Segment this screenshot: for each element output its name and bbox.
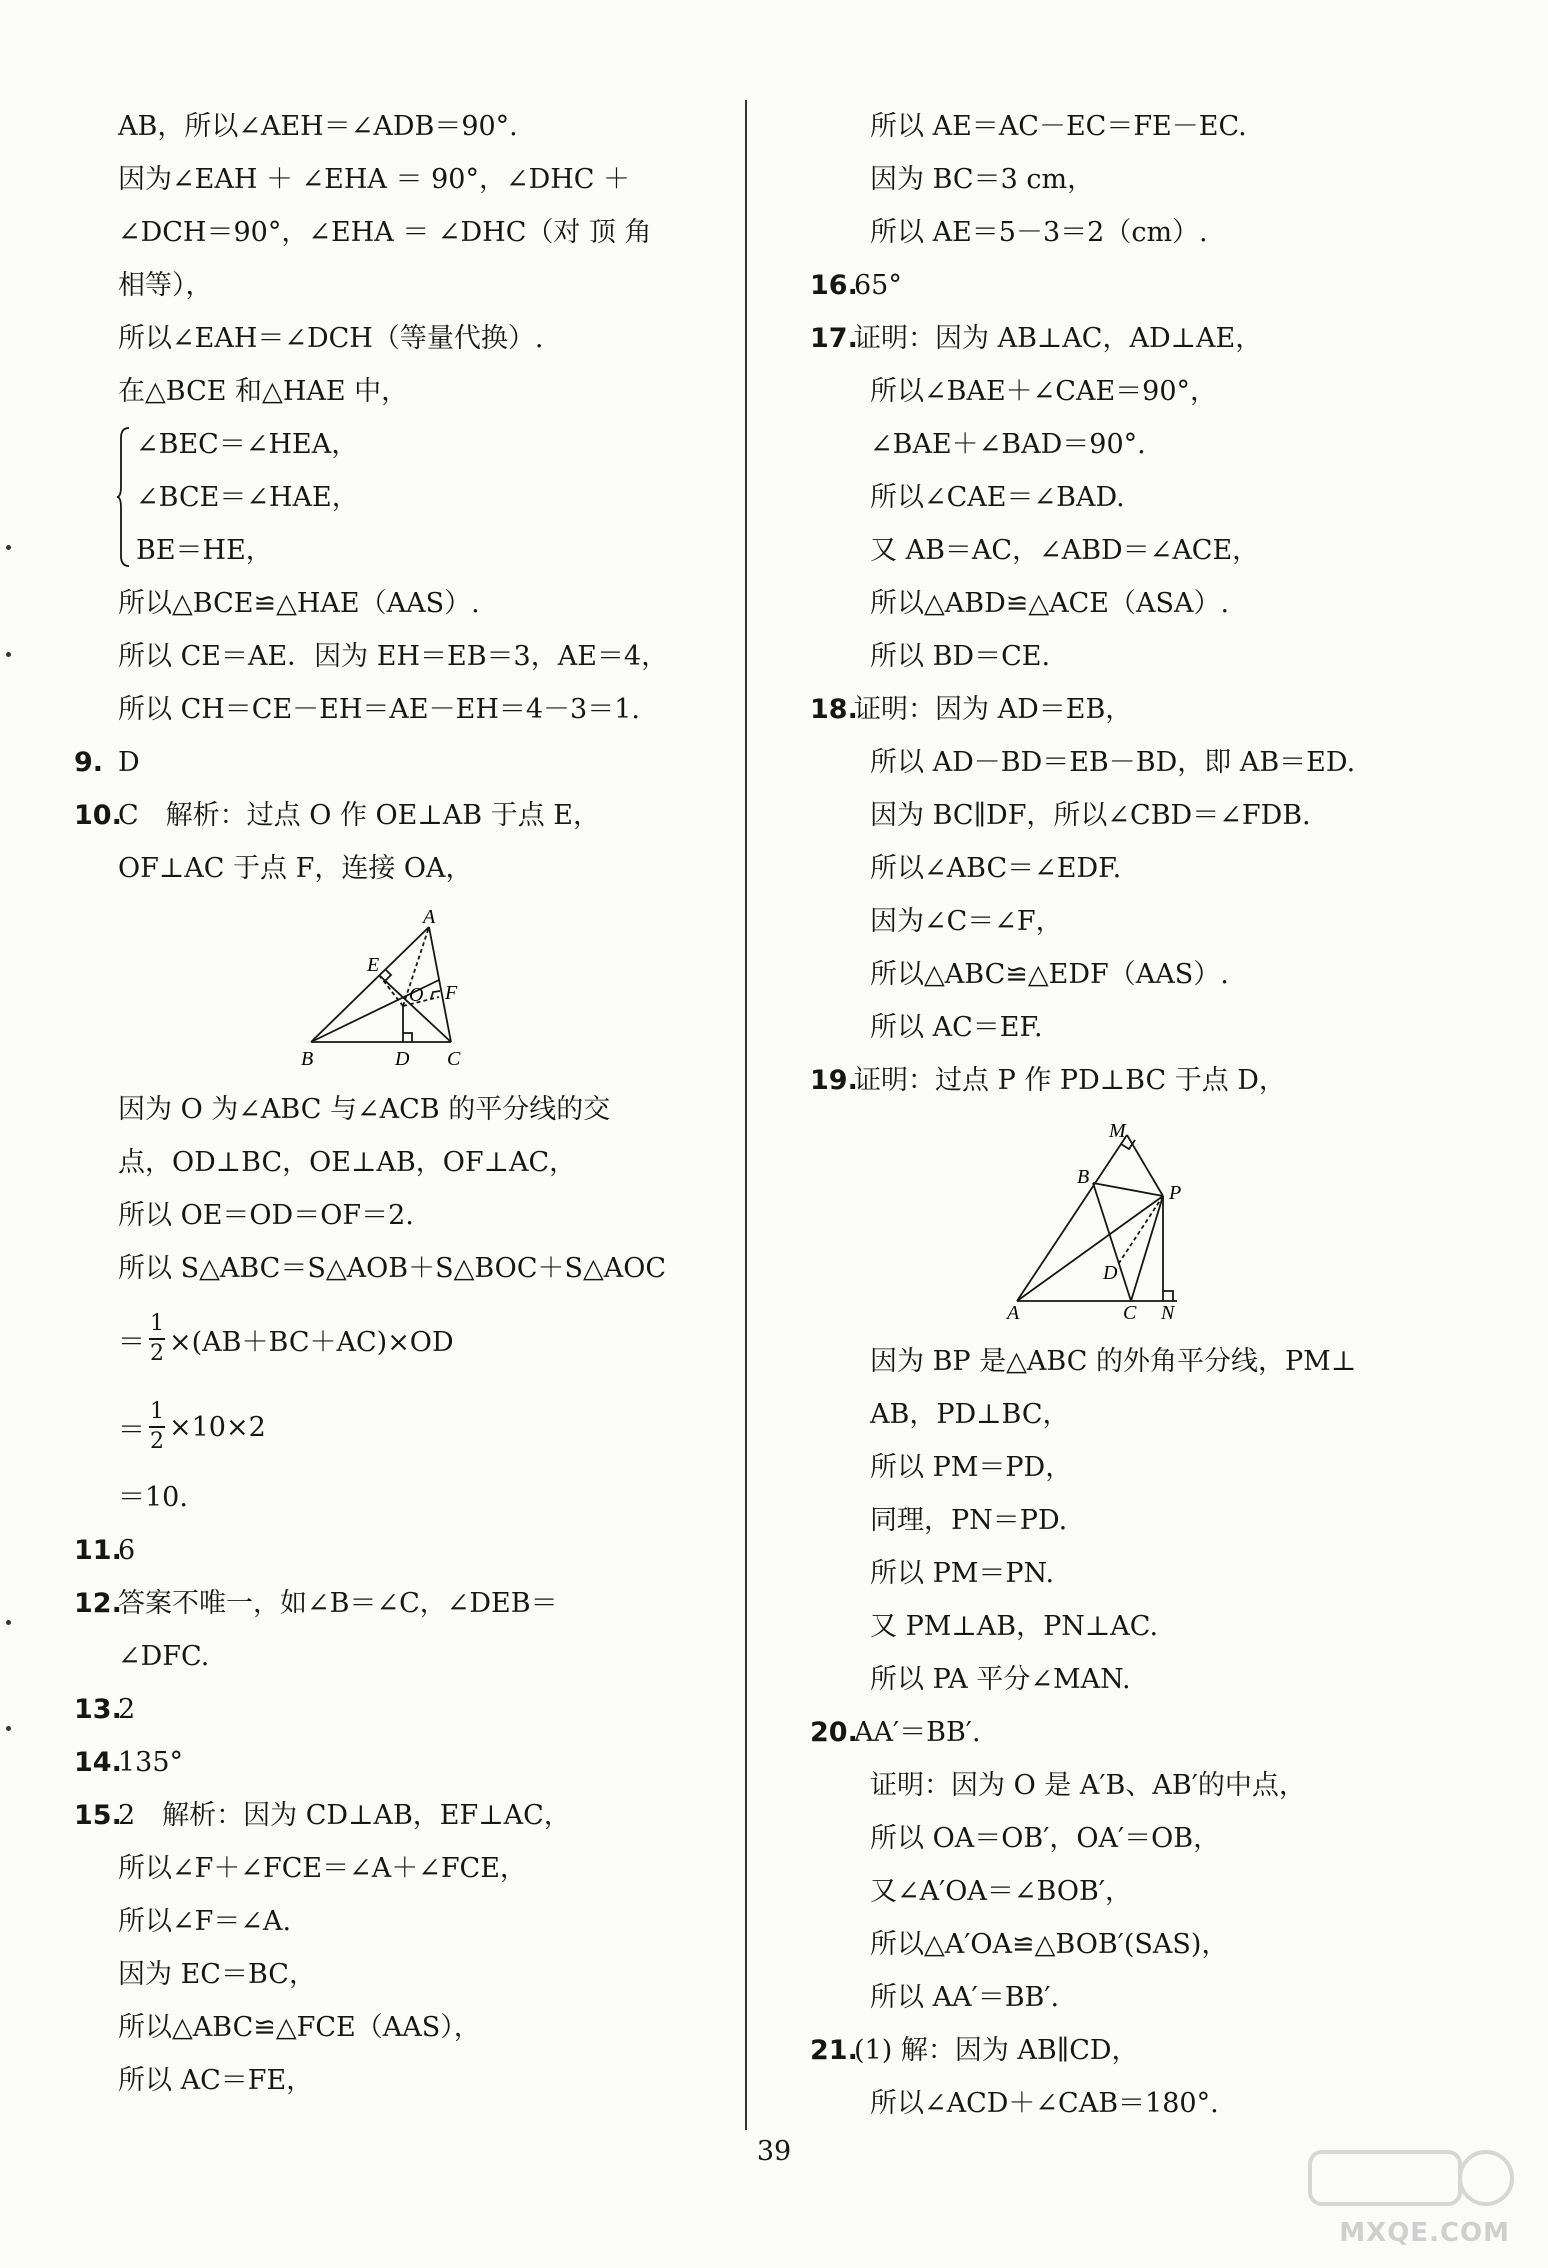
text-line: OF⊥AC 于点 F，连接 OA，	[118, 853, 473, 884]
text-line: 所以 AC＝EF.	[870, 1012, 1043, 1043]
question-number: 14.	[74, 1747, 122, 1778]
text-line: AB，所以∠AEH＝∠ADB＝90°.	[118, 111, 518, 142]
text-line: 相等），	[118, 270, 213, 301]
text-line: 所以∠F＋∠FCE＝∠A＋∠FCE，	[118, 1853, 527, 1884]
watermark-logo	[1300, 2146, 1520, 2256]
answer-13	[74, 1683, 714, 1736]
text-line: 因为∠EAH ＋ ∠EHA ＝ 90°，∠DHC ＋	[118, 164, 630, 195]
label-n: N	[1161, 1302, 1175, 1321]
label-m: M	[1109, 1121, 1126, 1142]
text-line: 所以 S△ABC＝S△AOB＋S△BOC＋S△AOC	[118, 1253, 667, 1284]
question-number: 20.	[810, 1717, 858, 1748]
label-a: A	[423, 909, 436, 928]
answer-15	[74, 1789, 714, 1842]
left-column	[74, 100, 714, 2107]
text-line: 所以∠ACD＋∠CAB＝180°.	[870, 2088, 1219, 2119]
margin-mark	[6, 545, 11, 550]
text-line: 点，OD⊥BC，OE⊥AB，OF⊥AC，	[118, 1147, 577, 1178]
question-number: 21.	[810, 2035, 858, 2066]
text-line: 所以 OE＝OD＝OF＝2.	[118, 1200, 414, 1231]
right-angle-d	[403, 1033, 412, 1042]
text-line: 同理，PN＝PD.	[870, 1505, 1068, 1536]
answer-text: 135°	[118, 1747, 184, 1778]
text-line: 在△BCE 和△HAE 中，	[118, 376, 409, 407]
text-line: 所以 PA 平分∠MAN.	[870, 1664, 1131, 1695]
text-line: ∠BEC＝∠HEA，	[136, 429, 359, 460]
fraction-one-half: $\frac{1}{2}$	[150, 1399, 164, 1454]
text-line: 所以△ABC≌△FCE（AAS），	[118, 2012, 481, 2043]
text-line: 所以 BD＝CE.	[870, 641, 1051, 672]
text-line: 所以 AD－BD＝EB－BD，即 AB＝ED.	[870, 747, 1356, 778]
label-e: E	[367, 954, 380, 976]
text-line: 所以∠BAE＋∠CAE＝90°，	[870, 376, 1218, 407]
answer-10	[74, 789, 714, 842]
text-line: 所以∠EAH＝∠DCH（等量代换）.	[118, 323, 544, 354]
label-c: C	[447, 1048, 461, 1069]
segment-bp	[1093, 1183, 1163, 1196]
label-o: O	[409, 984, 424, 1006]
answer-text: AA′＝BB′.	[854, 1717, 981, 1748]
text-line: ∠DFC.	[118, 1641, 210, 1672]
answer-18	[810, 683, 1500, 736]
label-a: A	[1007, 1302, 1020, 1321]
answer-21	[810, 2024, 1500, 2077]
text-line: 所以 PM＝PD，	[870, 1452, 1073, 1483]
condition-brace-group	[74, 418, 714, 577]
label-c: C	[1123, 1302, 1137, 1321]
question-number: 19.	[810, 1065, 858, 1096]
label-d: D	[395, 1048, 410, 1069]
text-line: 又 PM⊥AB，PN⊥AC.	[870, 1611, 1159, 1642]
watermark-text: MXQE.COM	[1339, 2218, 1510, 2248]
text-line: 因为 EC＝BC，	[118, 1959, 316, 1990]
right-angle-n	[1163, 1291, 1173, 1301]
equation-line: ＝ $\frac{1}{2}$ ×(AB＋BC＋AC)×OD	[118, 1311, 454, 1366]
margin-mark	[6, 1620, 11, 1625]
answer-text: (1) 解：因为 AB∥CD，	[854, 2035, 1139, 2066]
segment-pd	[1119, 1196, 1163, 1263]
text-line: 所以 AE＝5－3＝2（cm）.	[870, 217, 1208, 248]
exterior-bisector-figure	[1005, 1121, 1265, 1321]
text-line: 因为 BC＝3 cm，	[870, 164, 1095, 195]
fraction-one-half: $\frac{1}{2}$	[150, 1311, 164, 1366]
question-number: 18.	[810, 694, 858, 725]
label-b: B	[1077, 1166, 1090, 1188]
text-line: 所以∠F＝∠A.	[118, 1906, 292, 1937]
label-p: P	[1169, 1182, 1182, 1204]
text-line: 因为 O 为∠ABC 与∠ACB 的平分线的交	[118, 1094, 611, 1125]
answer-12	[74, 1577, 714, 1630]
right-column	[810, 100, 1500, 2130]
text-line: 所以△ABC≌△EDF（AAS）.	[870, 959, 1229, 990]
text-line: 所以△BCE≌△HAE（AAS）.	[118, 588, 480, 619]
label-f: F	[445, 982, 458, 1004]
text-line: 所以 AE＝AC－EC＝FE－EC.	[870, 111, 1247, 142]
answer-text: 2	[118, 1694, 136, 1725]
answer-16	[810, 259, 1500, 312]
answer-9	[74, 736, 714, 789]
text-line: 又 AB＝AC，∠ABD＝∠ACE，	[870, 535, 1260, 566]
segment-oe	[379, 975, 403, 1006]
right-angle-e	[385, 969, 391, 981]
text-line: AB，PD⊥BC，	[870, 1399, 1070, 1430]
label-d: D	[1103, 1262, 1118, 1284]
text-line: 所以∠ABC＝∠EDF.	[870, 853, 1122, 884]
answer-text: 65°	[854, 270, 902, 301]
text-line: 因为 BP 是△ABC 的外角平分线，PM⊥	[870, 1346, 1357, 1377]
text-line: 因为∠C＝∠F，	[870, 906, 1063, 937]
label-b: B	[301, 1048, 314, 1069]
text-line: 所以△ABD≌△ACE（ASA）.	[870, 588, 1230, 619]
text-line: 所以 AC＝FE，	[118, 2065, 314, 2096]
question-number: 10.	[74, 800, 122, 831]
margin-mark	[6, 1726, 11, 1731]
question-number: 17.	[810, 323, 858, 354]
triangle-abc-figure	[299, 909, 529, 1069]
margin-mark	[6, 652, 11, 657]
text-line: 所以 CE＝AE．因为 EH＝EB＝3，AE＝4，	[118, 641, 669, 672]
text-line: 所以 OA＝OB′，OA′＝OB，	[870, 1823, 1221, 1854]
segment-cp	[1131, 1196, 1163, 1301]
text-line: 证明：因为 O 是 A′B、AB′的中点，	[870, 1770, 1306, 1801]
question-number: 9.	[74, 747, 104, 778]
text-line: ∠BAE＋∠BAD＝90°.	[870, 429, 1146, 460]
answer-11	[74, 1524, 714, 1577]
answer-text: 证明：因为 AB⊥AC，AD⊥AE，	[854, 323, 1263, 354]
text-line: 所以∠CAE＝∠BAD.	[870, 482, 1125, 513]
text-line: 所以 AA′＝BB′.	[870, 1982, 1060, 2013]
segment-ap	[1017, 1196, 1163, 1301]
text-line: BE＝HE，	[136, 535, 273, 566]
text-line: 所以 CH＝CE－EH＝AE－EH＝4－3＝1.	[118, 694, 640, 725]
text-line: 所以△A′OA≌△BOB′(SAS)，	[870, 1929, 1229, 1960]
question-number: 11.	[74, 1535, 122, 1566]
left-brace-icon	[116, 426, 130, 568]
question-number: 13.	[74, 1694, 122, 1725]
question-number: 15.	[74, 1800, 122, 1831]
answer-text: D	[118, 747, 140, 778]
text-line: 因为 BC∥DF，所以∠CBD＝∠FDB.	[870, 800, 1311, 831]
answer-text: 6	[118, 1535, 136, 1566]
answer-14	[74, 1736, 714, 1789]
answer-19	[810, 1054, 1500, 1107]
text-line: ∠BCE＝∠HAE，	[136, 482, 359, 513]
page-number: 39	[756, 2136, 792, 2167]
text-line: 所以 PM＝PN.	[870, 1558, 1055, 1589]
answer-20	[810, 1706, 1500, 1759]
equation-line: ＝10.	[118, 1482, 188, 1513]
text-line: ∠DCH＝90°，∠EHA ＝ ∠DHC（对 顶 角	[118, 217, 652, 248]
answer-text: 2 解析：因为 CD⊥AB，EF⊥AC，	[118, 1800, 571, 1831]
answer-text: C 解析：过点 O 作 OE⊥AB 于点 E，	[118, 800, 600, 831]
watermark-badge-icon	[1300, 2146, 1520, 2226]
column-divider	[745, 100, 747, 2130]
text-line: 又∠A′OA＝∠BOB′，	[870, 1876, 1132, 1907]
question-number: 16.	[810, 270, 858, 301]
answer-text: 证明：因为 AD＝EB，	[854, 694, 1133, 725]
answer-17	[810, 312, 1500, 365]
answer-text: 证明：过点 P 作 PD⊥BC 于点 D，	[854, 1065, 1286, 1096]
answer-text: 答案不唯一，如∠B＝∠C，∠DEB＝	[118, 1588, 558, 1619]
question-number: 12.	[74, 1588, 122, 1619]
equation-line: ＝ $\frac{1}{2}$ ×10×2	[118, 1399, 266, 1454]
